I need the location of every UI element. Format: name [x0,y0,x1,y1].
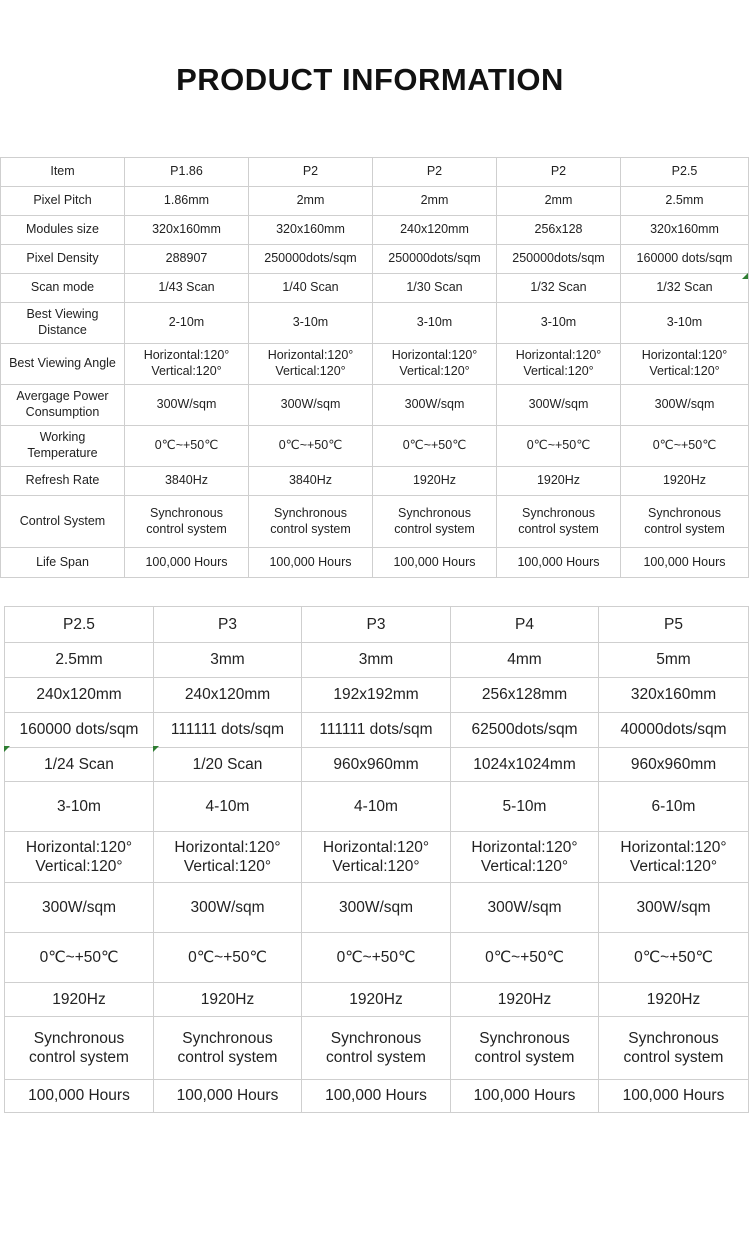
table-cell: Synchronous control system [373,496,497,548]
table-cell: Horizontal:120° Vertical:120° [621,344,749,385]
table-cell: 1920Hz [621,467,749,496]
column-header-model: P3 [302,607,451,643]
row-label: Avergage Power Consumption [1,385,125,426]
table-cell: 100,000 Hours [497,548,621,578]
table-row [5,643,749,678]
table-cell: 1/32 Scan [497,274,621,303]
table-cell: 111111 dots/sqm [154,713,302,748]
table-cell: 3840Hz [249,467,373,496]
table-cell: 2.5mm [5,643,154,678]
table-cell: 240x120mm [5,678,154,713]
table-cell: Horizontal:120° Vertical:120° [302,832,451,883]
table-cell: 300W/sqm [373,385,497,426]
row-label: Life Span [1,548,125,578]
table-cell: 0℃~+50℃ [451,933,599,983]
table-cell: 240x120mm [154,678,302,713]
column-header-model: P4 [451,607,599,643]
table-cell: 250000dots/sqm [373,245,497,274]
table-cell: 320x160mm [249,216,373,245]
table-cell: 0℃~+50℃ [125,426,249,467]
table-cell: 0℃~+50℃ [154,933,302,983]
table-cell: 2mm [249,187,373,216]
table-row [1,496,749,548]
table-row [1,303,749,344]
table-cell: 1/40 Scan [249,274,373,303]
table-cell: Horizontal:120° Vertical:120° [154,832,302,883]
column-header-model: P2.5 [5,607,154,643]
table-cell: 100,000 Hours [599,1080,749,1113]
table-cell: 160000 dots/sqm [5,713,154,748]
row-label: Best Viewing Distance [1,303,125,344]
cell-marker [153,746,159,752]
table-cell: Synchronous control system [302,1017,451,1080]
table-cell: 100,000 Hours [154,1080,302,1113]
table-cell: 1920Hz [5,983,154,1017]
table-cell: 3-10m [373,303,497,344]
table-cell: 1920Hz [497,467,621,496]
table-row [1,385,749,426]
row-label: Control System [1,496,125,548]
table-cell: 100,000 Hours [5,1080,154,1113]
table-row [1,467,749,496]
table-cell: 4-10m [302,782,451,832]
table-cell: Synchronous control system [125,496,249,548]
table-cell: 1920Hz [373,467,497,496]
table-cell: 1920Hz [154,983,302,1017]
table-row [1,245,749,274]
table-cell: 250000dots/sqm [497,245,621,274]
table-cell: Horizontal:120° Vertical:120° [125,344,249,385]
table-cell: 3mm [302,643,451,678]
table-cell: 0℃~+50℃ [373,426,497,467]
table-cell: 320x160mm [621,216,749,245]
table-cell: 300W/sqm [599,883,749,933]
table-cell: 250000dots/sqm [249,245,373,274]
table-cell: 300W/sqm [451,883,599,933]
table-cell: 960x960mm [599,748,749,782]
table-cell: 0℃~+50℃ [599,933,749,983]
table-row [5,782,749,832]
column-header-model: P2.5 [621,158,749,187]
row-label: Modules size [1,216,125,245]
table-cell: Horizontal:120° Vertical:120° [497,344,621,385]
table-cell: 100,000 Hours [621,548,749,578]
table-cell: 300W/sqm [302,883,451,933]
table-cell: 100,000 Hours [249,548,373,578]
spec-table-1 [0,157,749,578]
column-header-model: P1.86 [125,158,249,187]
table-cell: Horizontal:120° Vertical:120° [5,832,154,883]
table-cell: 300W/sqm [249,385,373,426]
column-header-model: P2 [497,158,621,187]
row-label: Working Temperature [1,426,125,467]
table-row [1,426,749,467]
table-cell: 1.86mm [125,187,249,216]
table-cell: Synchronous control system [599,1017,749,1080]
table-cell: Synchronous control system [621,496,749,548]
table-cell: 256x128 [497,216,621,245]
table-cell: 300W/sqm [497,385,621,426]
column-header-model: P5 [599,607,749,643]
table-row [5,832,749,883]
table-cell: 300W/sqm [621,385,749,426]
table-cell: 40000dots/sqm [599,713,749,748]
table-cell: 100,000 Hours [451,1080,599,1113]
table-cell: 0℃~+50℃ [302,933,451,983]
row-label: Refresh Rate [1,467,125,496]
table-cell: 0℃~+50℃ [497,426,621,467]
table-cell: 300W/sqm [5,883,154,933]
table-cell: 1/30 Scan [373,274,497,303]
table-cell: 4-10m [154,782,302,832]
table-cell: 111111 dots/sqm [302,713,451,748]
table-cell: 1/24 Scan [5,748,154,782]
cell-marker [742,273,748,279]
table-cell: 3-10m [5,782,154,832]
table-row [5,678,749,713]
table-cell: 192x192mm [302,678,451,713]
table-header-row [1,158,749,187]
table-cell: 256x128mm [451,678,599,713]
row-label: Pixel Density [1,245,125,274]
table-cell: 100,000 Hours [373,548,497,578]
table-cell: Horizontal:120° Vertical:120° [599,832,749,883]
column-header-item: Item [1,158,125,187]
table-cell: 288907 [125,245,249,274]
table-row [5,933,749,983]
table-cell: 3-10m [621,303,749,344]
row-label: Scan mode [1,274,125,303]
table-cell: 300W/sqm [125,385,249,426]
cell-marker [4,746,10,752]
table-cell: 300W/sqm [154,883,302,933]
table-cell: 2mm [373,187,497,216]
table-cell: 1920Hz [451,983,599,1017]
table-cell: 2mm [497,187,621,216]
table-cell: Synchronous control system [451,1017,599,1080]
row-label: Best Viewing Angle [1,344,125,385]
table-row [1,344,749,385]
table-cell: 3mm [154,643,302,678]
table-cell: 5mm [599,643,749,678]
table-cell: Horizontal:120° Vertical:120° [373,344,497,385]
table-cell: 320x160mm [125,216,249,245]
table-cell: 3840Hz [125,467,249,496]
table-cell: 5-10m [451,782,599,832]
table-cell: Horizontal:120° Vertical:120° [451,832,599,883]
table-cell: 0℃~+50℃ [5,933,154,983]
table-cell: 320x160mm [599,678,749,713]
table-row [1,548,749,578]
table-cell: 3-10m [497,303,621,344]
table-cell: Horizontal:120° Vertical:120° [249,344,373,385]
table-row [1,216,749,245]
table-cell: 0℃~+50℃ [249,426,373,467]
table-cell: 4mm [451,643,599,678]
table-cell: 1920Hz [599,983,749,1017]
table-row [1,274,749,303]
table-row [5,1017,749,1080]
table-header-row [5,607,749,643]
table-cell: 3-10m [249,303,373,344]
table-cell: Synchronous control system [154,1017,302,1080]
page-title: PRODUCT INFORMATION [176,62,564,97]
table-row [5,748,749,782]
table-cell: 2-10m [125,303,249,344]
table-row [5,883,749,933]
table-row [5,1080,749,1113]
row-label: Pixel Pitch [1,187,125,216]
column-header-model: P2 [249,158,373,187]
table-cell: 160000 dots/sqm [621,245,749,274]
table-cell: 62500dots/sqm [451,713,599,748]
table-cell: 1024x1024mm [451,748,599,782]
table-cell: 100,000 Hours [125,548,249,578]
table-cell: 1/43 Scan [125,274,249,303]
table-cell: 6-10m [599,782,749,832]
table-row [1,187,749,216]
table-cell: Synchronous control system [497,496,621,548]
table-cell: 240x120mm [373,216,497,245]
table-cell: 1/20 Scan [154,748,302,782]
table-cell: Synchronous control system [5,1017,154,1080]
table-cell: 0℃~+50℃ [621,426,749,467]
table-cell: 1/32 Scan [621,274,749,303]
spec-table-2 [4,606,749,1113]
table-cell: Synchronous control system [249,496,373,548]
table-cell: 100,000 Hours [302,1080,451,1113]
table-row [5,713,749,748]
table-cell: 960x960mm [302,748,451,782]
table-cell: 2.5mm [621,187,749,216]
column-header-model: P2 [373,158,497,187]
table-row [5,983,749,1017]
table-cell: 1920Hz [302,983,451,1017]
column-header-model: P3 [154,607,302,643]
